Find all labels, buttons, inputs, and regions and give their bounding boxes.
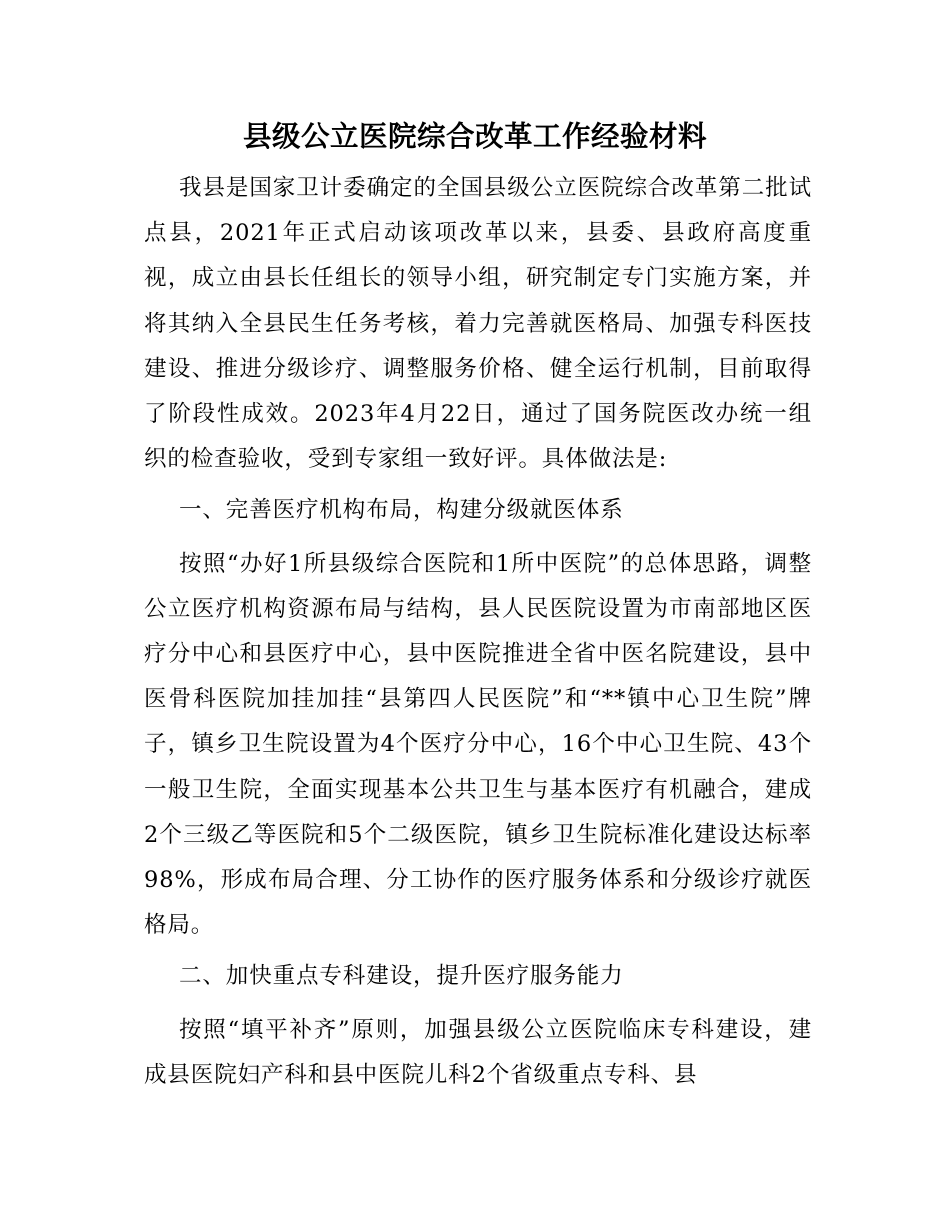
- intro-paragraph: 我县是国家卫计委确定的全国县级公立医院综合改革第二批试点县，2021年正式启动该项改革以来，县委、县政府高度重视，成立由县长任组长的领导小组，研究制定专门实施方案，并将其纳入全县民生任务考核，着力完善就医格局、加强专科医技建设、推进分级诊疗、调整服务价格、健全运行机制，目前取得了阶段性成效。2023年4月22日，通过了国务院医改办统一组织的检查验收，受到专家组一致好评。具体做法是:: [144, 175, 812, 473]
- section-2-heading: 二、加快重点专科建设，提升医疗服务能力: [179, 963, 624, 990]
- document-body: [144, 166, 812, 1098]
- section-1-heading: 一、完善医疗机构布局，构建分级就医体系: [179, 497, 624, 524]
- section-2-paragraph: 按照“填平补齐”原则，加强县级公立医院临床专科建设，建成县医院妇产科和县中医院儿科2个省级重点专科、县: [144, 1016, 812, 1088]
- document-title: 县级公立医院综合改革工作经验材料: [242, 119, 707, 153]
- section-1-paragraph: 按照“办好1所县级综合医院和1所中医院”的总体思路，调整公立医疗机构资源布局与结构，县人民医院设置为市南部地区医疗分中心和县医疗中心，县中医院推进全省中医名院建设，县中医骨科医院加挂加挂“县第四人民医院”和“**镇中心卫生院”牌子，镇乡卫生院设置为4个医疗分中心，16个中心卫生院、43个一般卫生院，全面实现基本公共卫生与基本医疗有机融合，建成2个三级乙等医院和5个二级医院，镇乡卫生院标准化建设达标率98%，形成布局合理、分工协作的医疗服务体系和分级诊疗就医格局。: [144, 550, 812, 939]
